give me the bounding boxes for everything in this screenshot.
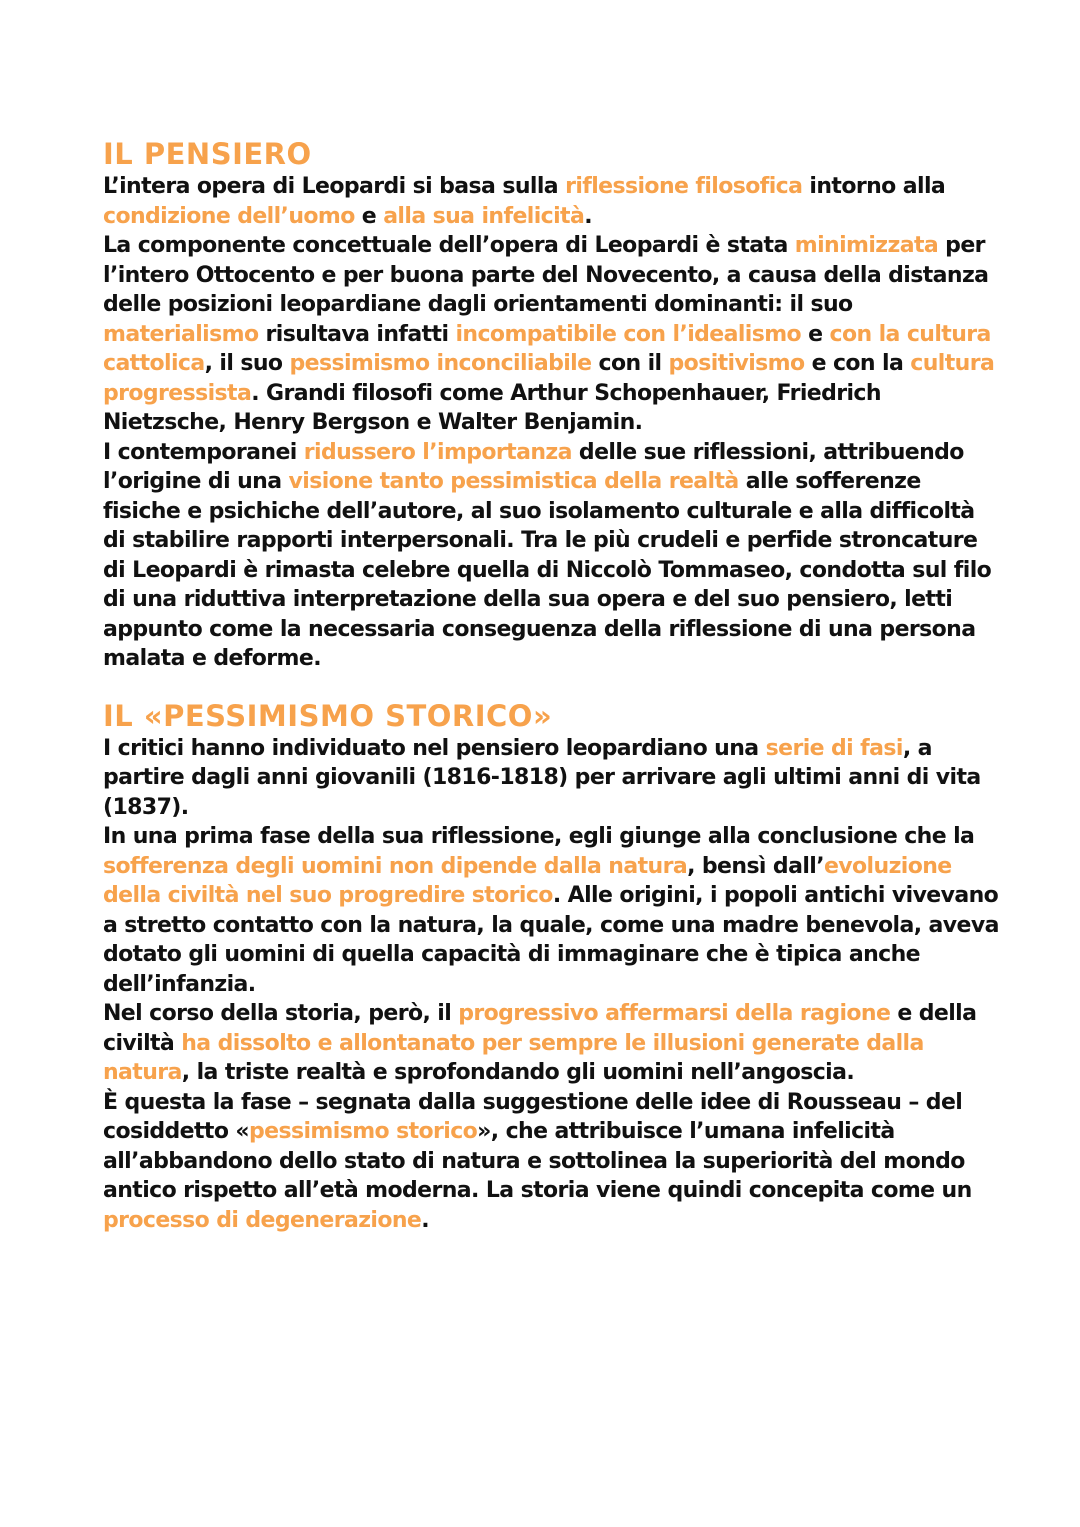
section-pessimismo-storico	[103, 698, 1000, 1236]
body-text: risultava infatti	[258, 321, 456, 347]
body-text: e con la	[804, 351, 911, 376]
paragraph	[103, 231, 1000, 438]
highlighted-text: alla sua infelicità	[383, 203, 585, 229]
body-text: Nel corso della storia, però, il	[103, 1001, 459, 1026]
highlighted-text: riflessione filosofica	[565, 174, 803, 199]
body-text: , a partire dagli anni giovanili (1816-1818) per arrivare agli ultimi anni di vita (1837).	[103, 735, 981, 820]
highlighted-text: incompatibile con l’idealismo	[455, 321, 802, 347]
body-text: I critici hanno individuato nel pensiero leopardiano una	[103, 735, 766, 761]
highlighted-text: pessimismo storico	[249, 1119, 478, 1144]
highlighted-text: condizione dell’uomo	[103, 203, 355, 229]
body-text: con il	[591, 351, 669, 376]
highlighted-text: con la cultura cattolica	[103, 321, 991, 376]
paragraph	[103, 822, 1000, 999]
section-il-pensiero	[103, 136, 1000, 674]
body-text: intorno alla	[802, 174, 946, 199]
highlighted-text: ridussero l’importanza	[303, 439, 572, 465]
highlighted-text: processo di degenerazione	[103, 1207, 422, 1233]
highlighted-text: cultura progressista	[103, 351, 995, 406]
body-text: , bensì dall’	[687, 853, 824, 879]
highlighted-text: evoluzione della civiltà nel suo progredire storico	[103, 853, 952, 908]
section-heading: IL PENSIERO	[103, 137, 312, 171]
highlighted-text: positivismo	[668, 351, 805, 376]
body-text: alle sofferenze fisiche e psichiche dell’autore, al suo isolamento culturale e alla difficoltà di stabilire rapporti interpersonali. Tra le più crudeli e perfide stroncature di Leopardi è rimasta celebre quella di Niccolò Tommaseo, condotta sul filo di una riduttiva interpretazione della sua opera e del suo pensiero, letti appunto come la necessaria conseguenza della riflessione di una persona malata e deforme.	[103, 469, 992, 671]
highlighted-text: progressivo affermarsi della ragione	[458, 1001, 891, 1026]
body-text: , la triste realtà e sprofondando gli uomini nell’angoscia.	[181, 1060, 855, 1085]
highlighted-text: pessimismo inconciliabile	[289, 351, 592, 376]
highlighted-text: ha dissolto e allontanato per sempre le illusioni generate dalla natura	[103, 1030, 924, 1085]
paragraph	[103, 999, 1000, 1088]
body-text: . Grandi filosofi come Arthur Schopenhauer, Friedrich Nietzsche, Henry Bergson e Walter Benjamin.	[103, 380, 881, 435]
highlighted-text: sofferenza degli uomini non dipende dalla natura	[103, 853, 688, 879]
highlighted-text: serie di fasi	[765, 735, 903, 761]
highlighted-text: minimizzata	[794, 233, 939, 258]
body-text: , il suo	[204, 351, 290, 376]
body-text: per l’intero Ottocento e per buona parte del Novecento, a causa della distanza delle posizioni leopardiane dagli orientamenti dominanti: il suo	[103, 233, 989, 317]
body-text: La componente concettuale dell’opera di Leopardi è stata	[103, 233, 795, 258]
body-text: e	[801, 321, 830, 347]
section-heading: IL «PESSIMISMO STORICO»	[103, 698, 553, 733]
body-text: delle sue riflessioni, attribuendo l’origine di una	[103, 439, 964, 494]
body-text: .	[421, 1207, 430, 1233]
body-text: .	[584, 203, 592, 229]
highlighted-text: materialismo	[103, 321, 259, 347]
paragraph	[103, 438, 1000, 674]
body-text: e	[354, 203, 384, 229]
body-text: . Alle origini, i popoli antichi vivevano a stretto contatto con la natura, la quale, come una madre benevola, aveva dotato gli uomini di quella capacità di immaginare che è tipica anche dell’infanzia.	[103, 883, 999, 997]
body-text: e della civiltà	[103, 1001, 977, 1056]
paragraph	[103, 1088, 1000, 1236]
body-text: I contemporanei	[103, 439, 304, 465]
paragraph	[103, 734, 1000, 823]
paragraph	[103, 172, 1000, 231]
highlighted-text: visione tanto pessimistica della realtà	[288, 469, 739, 494]
body-text: L’intera opera di Leopardi si basa sulla	[103, 174, 566, 199]
body-text: In una prima fase della sua riflessione, egli giunge alla conclusione che la	[103, 824, 975, 849]
body-text: », che attribuisce l’umana infelicità all’abbandono dello stato di natura e sottolinea la superiorità del mondo antico rispetto all’età moderna. La storia viene quindi concepita come un	[103, 1119, 972, 1203]
body-text: È questa la fase – segnata dalla suggestione delle idee di Rousseau – del cosiddetto «	[103, 1089, 963, 1144]
